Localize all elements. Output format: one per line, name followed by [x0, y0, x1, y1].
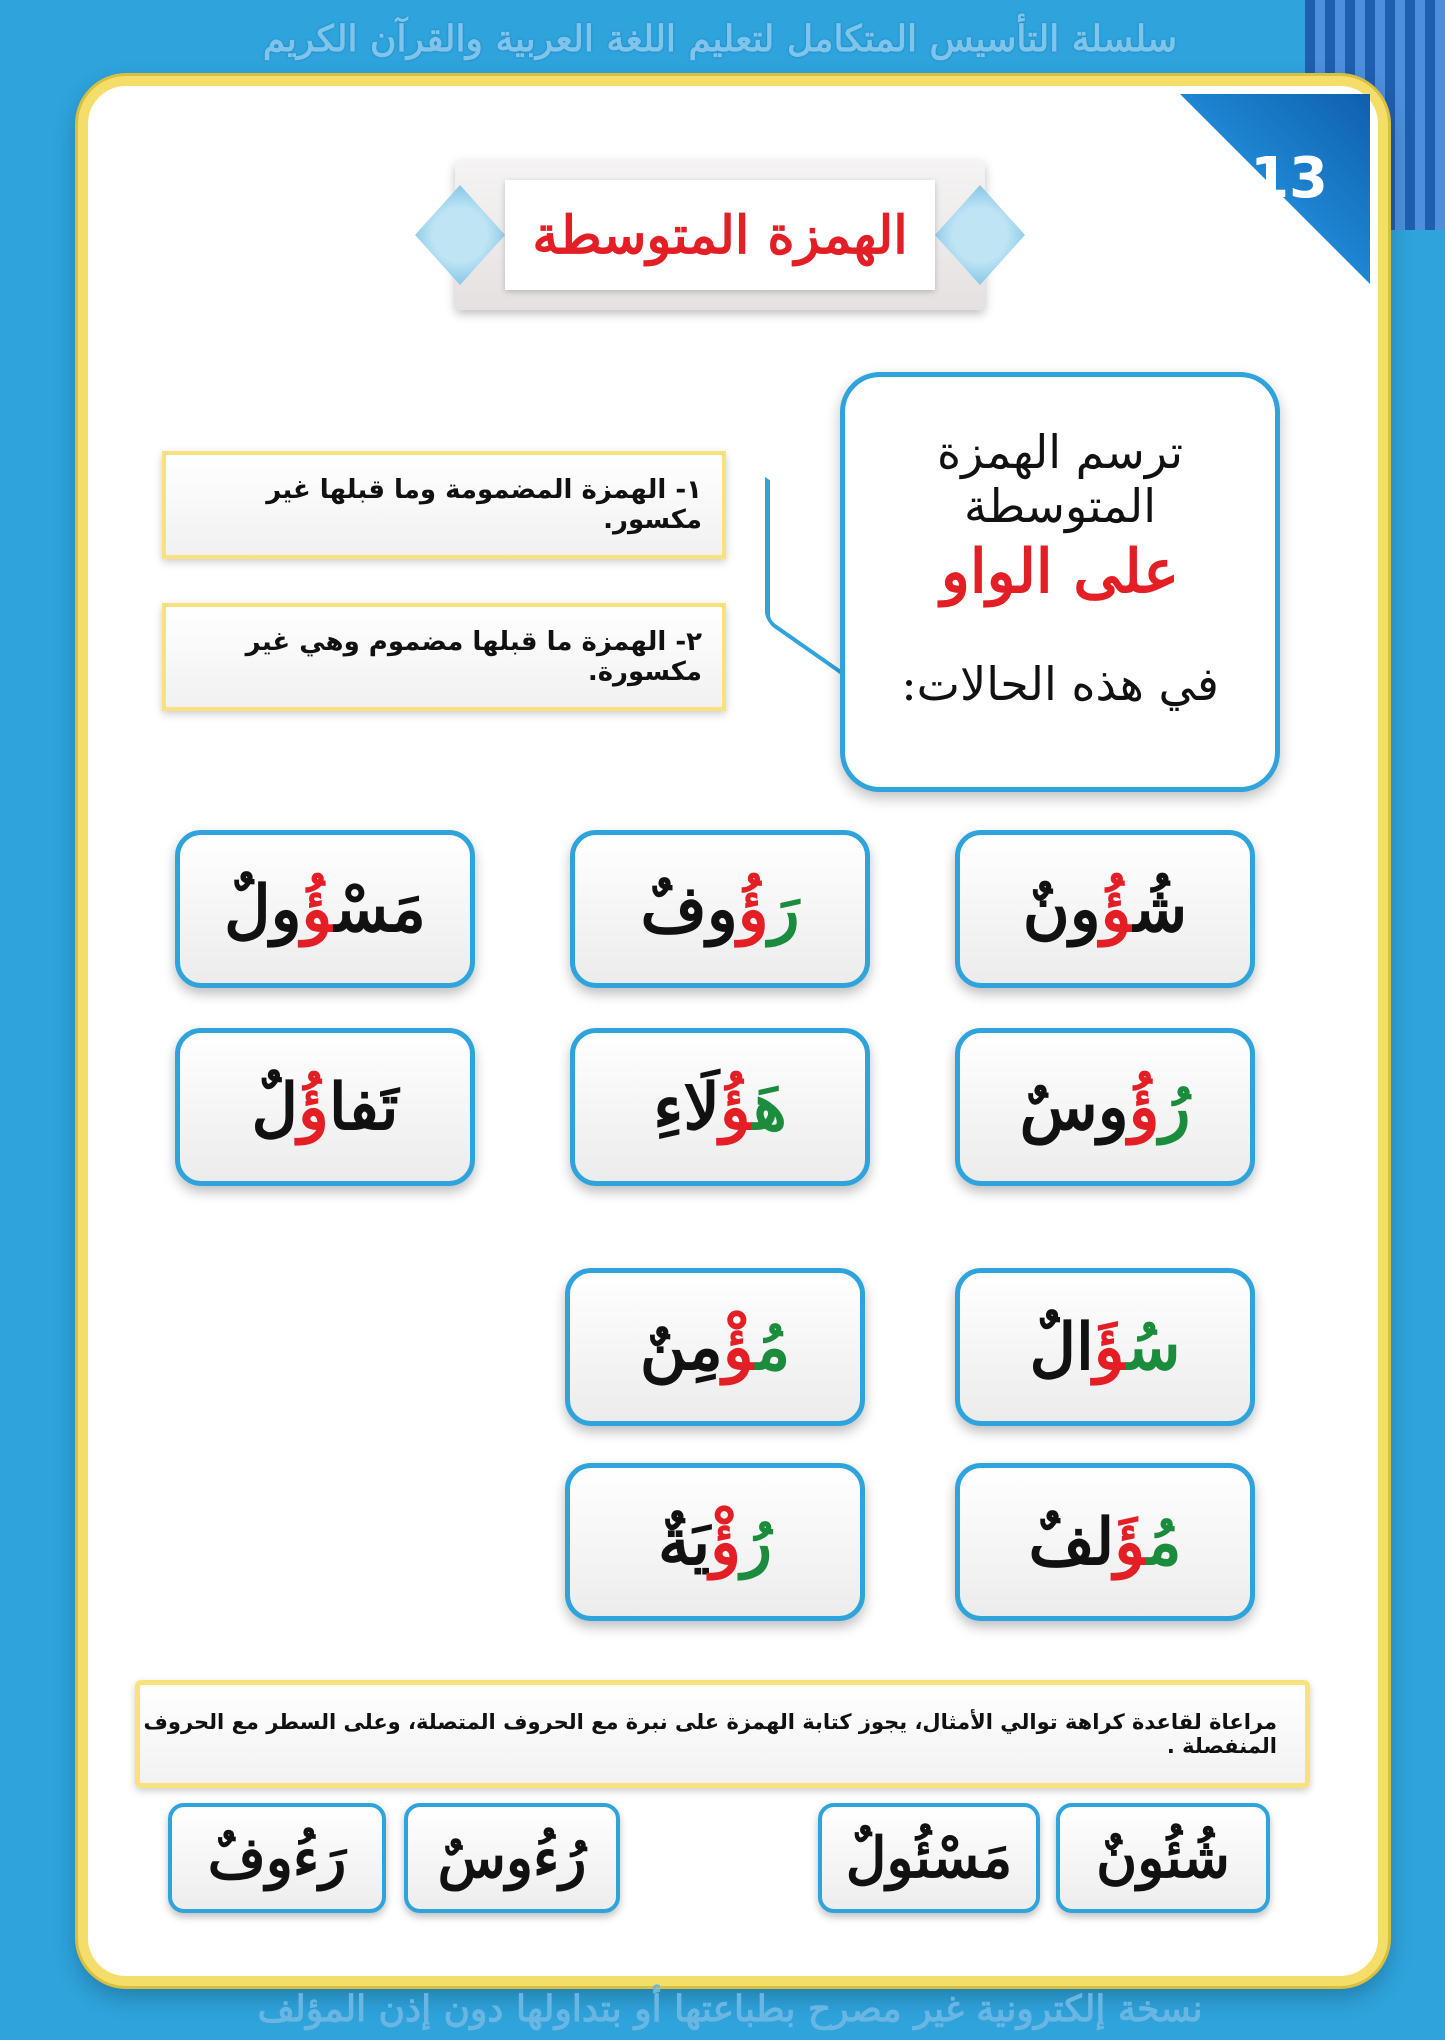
alt-word-text: مَسْئُولٌ — [845, 1825, 1013, 1891]
series-title: سلسلة التأسيس المتكامل لتعليم اللغة العربية والقرآن الكريم — [262, 18, 1178, 60]
alt-word-card — [168, 1803, 386, 1913]
case-note-2 — [162, 603, 726, 711]
word-card — [570, 830, 870, 988]
case-note-1 — [162, 451, 726, 559]
page-number: 13 — [1250, 146, 1328, 211]
word-card — [955, 1028, 1255, 1186]
rule-bubble — [840, 372, 1280, 792]
word-text: رُؤُوسٌ — [1019, 1069, 1191, 1145]
word-card — [565, 1463, 865, 1621]
lesson-title-banner — [455, 160, 985, 310]
word-card — [570, 1028, 870, 1186]
copyright-note: نسخة إلكترونية غير مصرح بطباعتها أو بتداولها دون إذن المؤلف — [257, 1988, 1203, 2030]
rule-note — [135, 1680, 1310, 1788]
alt-word-card — [818, 1803, 1040, 1913]
word-card — [955, 1463, 1255, 1621]
word-text: مُؤَلفٌ — [1028, 1504, 1182, 1580]
alt-word-text: رَءُوفٌ — [207, 1825, 347, 1891]
rule-note-text: مراعاة لقاعدة كراهة توالي الأمثال، يجوز كتابة الهمزة على نبرة مع الحروف المتصلة، وعلى السطر مع الحروف المنفصلة . — [143, 1710, 1277, 1758]
word-card — [565, 1268, 865, 1426]
bubble-line-2: على الواو — [940, 537, 1180, 607]
case-2-text: ٢- الهمزة ما قبلها مضموم وهي غير مكسورة. — [245, 627, 702, 687]
alt-word-card — [1056, 1803, 1270, 1913]
word-text: شُؤُونٌ — [1022, 871, 1188, 947]
case-1-text: ١- الهمزة المضمومة وما قبلها غير مكسور. — [266, 475, 702, 535]
word-text: مُؤْمِنٌ — [639, 1309, 791, 1385]
bubble-line-1: ترسم الهمزة المتوسطة — [936, 425, 1184, 533]
lesson-title: الهمزة المتوسطة — [532, 204, 908, 266]
alt-word-text: رُءُوسٌ — [437, 1825, 587, 1891]
bubble-line-3: في هذه الحالات: — [901, 657, 1219, 711]
word-text: مَسْؤُولٌ — [224, 871, 426, 947]
word-card — [175, 1028, 475, 1186]
word-card — [955, 1268, 1255, 1426]
alt-word-text: شُئُونٌ — [1096, 1825, 1230, 1891]
word-text: تَفاؤُلٌ — [251, 1069, 399, 1145]
word-text: سُؤَالٌ — [1029, 1309, 1181, 1385]
alt-word-card — [404, 1803, 620, 1913]
word-text: رَؤُوفٌ — [640, 871, 800, 947]
word-text: رُؤْيَةٌ — [658, 1504, 772, 1580]
word-card — [175, 830, 475, 988]
word-text: هَؤُلَاءِ — [653, 1069, 787, 1145]
word-card — [955, 830, 1255, 988]
